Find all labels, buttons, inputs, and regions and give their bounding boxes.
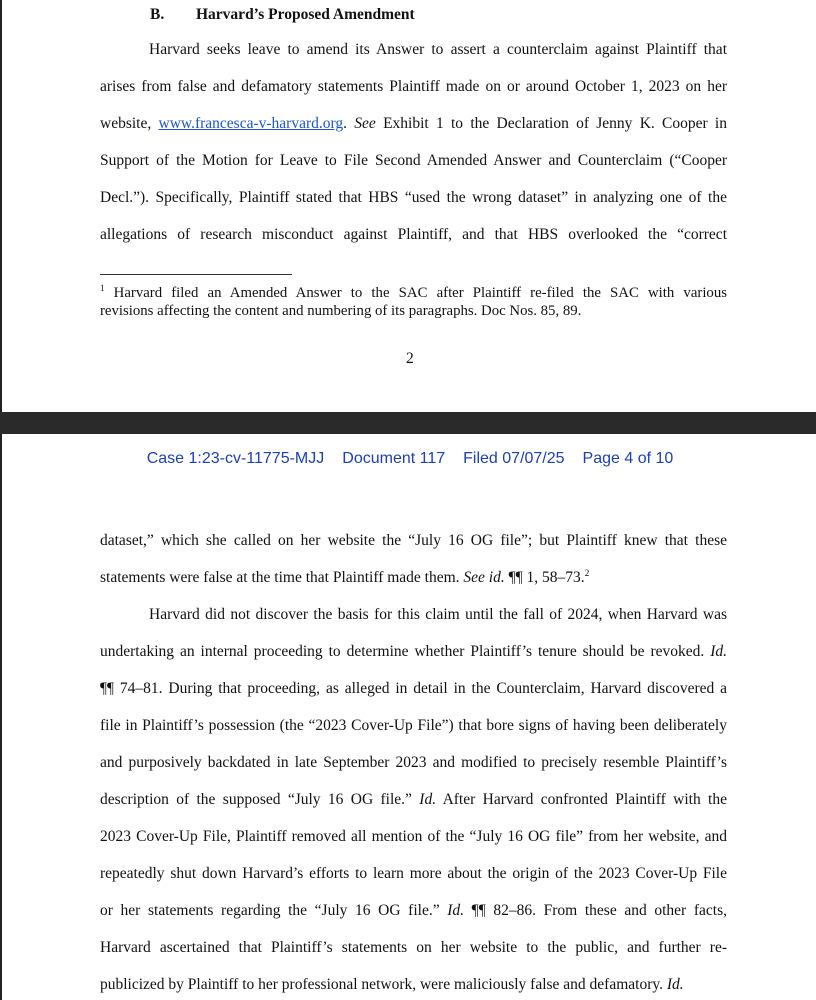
footnote-line: revisions affecting the content and numbering of its paragraphs. Doc Nos. 85, 89.: [100, 303, 582, 319]
document-number: Document 117: [342, 450, 446, 467]
text-segment: undertaking an internal proceeding to determine whether Plaintiff’s tenure should be revoked.: [100, 643, 711, 660]
text-segment: description of the supposed “July 16 OG file.”: [100, 791, 420, 808]
text-segment: or her statements regarding the “July 16 OG file.”: [100, 902, 448, 919]
footnote-divider: [100, 274, 292, 275]
paragraph-line: [100, 790, 727, 810]
section-letter: B.: [150, 6, 165, 23]
text-segment: .: [343, 115, 355, 132]
paragraph-line: Harvard ascertained that Plaintiff’s statements on her website to the public, and further re-: [100, 939, 727, 956]
paragraph-line: [100, 975, 727, 995]
ecf-header: [2, 450, 816, 468]
paragraph-line: dataset,” which she called on her website the “July 16 OG file”; but Plaintiff knew that these: [100, 532, 727, 549]
paragraph-line: Harvard seeks leave to amend its Answer to assert a counterclaim against Plaintiff that: [149, 41, 727, 58]
citation-signal: Id.: [447, 902, 465, 919]
page-number: 2: [406, 350, 414, 367]
citation-signal: See id.: [463, 569, 505, 586]
footnote-marker: 2: [584, 568, 590, 579]
text-segment: publicized by Plaintiff to her professional network, were maliciously false and defamatory.: [100, 976, 667, 993]
document-page-bottom: [0, 434, 816, 1000]
footnote-line: [100, 283, 727, 303]
paragraph-line: Decl.”). Specifically, Plaintiff stated that HBS “used the wrong dataset” in analyzing one of the: [100, 189, 727, 206]
text-segment: website,: [100, 115, 159, 132]
filed-date: Filed 07/07/25: [463, 450, 565, 467]
website-link[interactable]: www.francesca-v-harvard.org: [158, 115, 344, 132]
text-segment: Exhibit 1 to the Declaration of Jenny K. Cooper in: [375, 115, 727, 132]
text-segment: ¶¶ 82–86. From these and other facts,: [464, 902, 727, 919]
paragraph-line: 2023 Cover-Up File, Plaintiff removed all mention of the “July 16 OG file” from her website, and: [100, 828, 727, 845]
citation-signal: See: [354, 115, 376, 132]
paragraph-line: arises from false and defamatory statements Plaintiff made on or around October 1, 2023 on her: [100, 78, 727, 95]
footnote-marker: 1: [100, 283, 105, 294]
paragraph-line: Support of the Motion for Leave to File Second Amended Answer and Counterclaim (“Cooper: [100, 152, 727, 169]
citation-signal: Id.: [710, 643, 727, 660]
citation-signal: Id.: [419, 791, 437, 808]
paragraph-line: [100, 901, 727, 921]
paragraph-line: [100, 642, 727, 662]
paragraph-line: file in Plaintiff’s possession (the “2023 Cover-Up File”) that bore signs of having been deliberately: [100, 717, 727, 734]
case-number: Case 1:23-cv-11775-MJJ: [146, 450, 325, 467]
page-indicator: Page 4 of 10: [582, 450, 674, 467]
document-page-top: [0, 0, 816, 412]
text-segment: statements were false at the time that Plaintiff made them.: [100, 569, 464, 586]
paragraph-line: ¶¶ 74–81. During that proceeding, as alleged in detail in the Counterclaim, Harvard discovered a: [100, 680, 727, 697]
citation-signal: Id.: [666, 976, 684, 993]
paragraph-line: allegations of research misconduct against Plaintiff, and that HBS overlooked the “correct: [100, 226, 727, 243]
paragraph-line: [100, 568, 727, 588]
text-segment: After Harvard confronted Plaintiff with the: [436, 791, 727, 808]
paragraph-line: and purposively backdated in late September 2023 and modified to precisely resemble Plaintiff’s: [100, 754, 727, 771]
section-heading: [150, 6, 415, 24]
paragraph-line: repeatedly shut down Harvard’s efforts to learn more about the origin of the 2023 Cover-Up File: [100, 865, 727, 882]
page-separator: [0, 412, 816, 434]
section-title: Harvard’s Proposed Amendment: [196, 6, 415, 23]
paragraph-line: [100, 114, 727, 134]
paragraph-line: Harvard did not discover the basis for this claim until the fall of 2024, when Harvard was: [149, 606, 727, 623]
text-segment: ¶¶ 1, 58–73.: [504, 569, 585, 586]
text-segment: Harvard filed an Amended Answer to the SAC after Plaintiff re-filed the SAC with various: [104, 285, 727, 301]
